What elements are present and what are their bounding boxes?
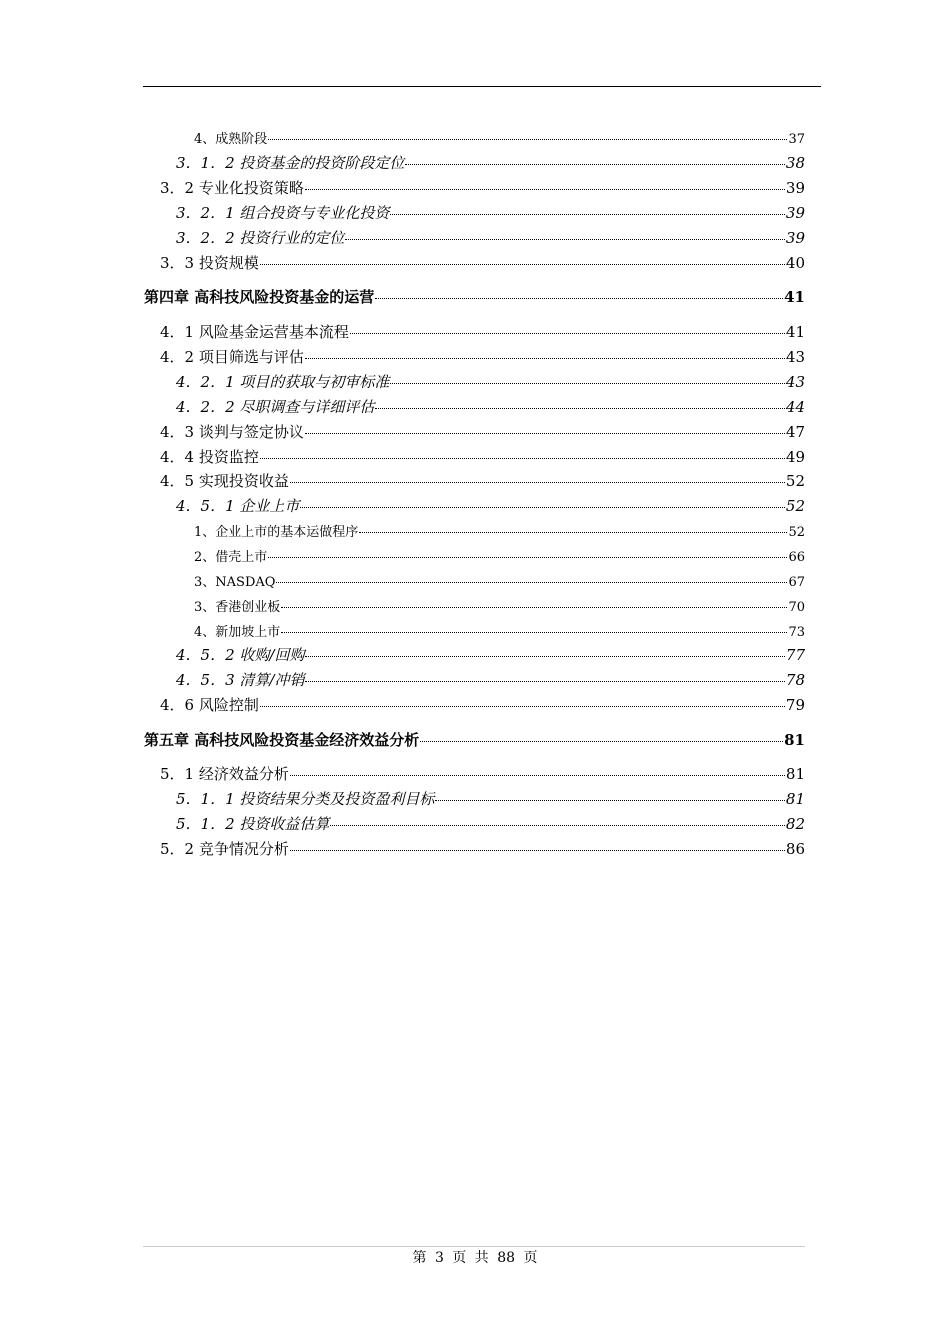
toc-entry-page: 77 — [785, 646, 805, 664]
toc-entry[interactable] — [194, 571, 805, 590]
dot-leader — [281, 632, 787, 633]
toc-entry[interactable] — [176, 495, 805, 516]
toc-entry[interactable] — [160, 321, 805, 342]
toc-entry-title: 4、新加坡上市 — [194, 625, 281, 640]
toc-entry-title: 4、成熟阶段 — [194, 132, 268, 147]
toc-entry-page: 37 — [788, 132, 805, 147]
dot-leader — [305, 681, 784, 682]
toc-entry[interactable] — [176, 371, 805, 392]
toc-entry[interactable] — [160, 446, 805, 467]
dot-leader — [260, 706, 785, 707]
toc-entry-page: 67 — [788, 575, 805, 590]
toc-entry-title: 4．4 投资监控 — [160, 448, 259, 466]
toc-entry-page: 49 — [785, 448, 805, 466]
toc-entry-title: 4．2．1 项目的获取与初审标准 — [176, 373, 390, 391]
toc-entry-page: 79 — [785, 696, 805, 714]
toc-entry-title: 4．3 谈判与签定协议 — [160, 423, 304, 441]
dot-leader — [375, 408, 785, 409]
toc-entry[interactable] — [176, 788, 805, 809]
dot-leader — [375, 298, 783, 299]
dot-leader — [350, 333, 785, 334]
dot-leader — [390, 214, 785, 215]
toc-chapter-entry[interactable] — [144, 286, 805, 307]
toc-entry-title: 第四章 高科技风险投资基金的运营 — [144, 288, 375, 306]
toc-entry-page: 52 — [785, 497, 805, 515]
toc-entry[interactable] — [160, 421, 805, 442]
dot-leader — [305, 433, 785, 434]
toc-entry[interactable] — [160, 763, 805, 784]
toc-entry-title: 5．1．1 投资结果分类及投资盈利目标 — [176, 790, 435, 808]
toc-entry[interactable] — [194, 621, 805, 640]
toc-entry-page: 43 — [785, 348, 805, 366]
toc-entry-title: 1、企业上市的基本运做程序 — [194, 525, 359, 540]
dot-leader — [305, 189, 785, 190]
toc-entry-title: 4．1 风险基金运营基本流程 — [160, 323, 349, 341]
toc-entry-page: 73 — [788, 625, 805, 640]
toc-entry-page: 40 — [785, 254, 805, 272]
dot-leader — [435, 800, 785, 801]
toc-entry[interactable] — [194, 546, 805, 565]
toc-entry[interactable] — [160, 470, 805, 491]
toc-entry[interactable] — [194, 128, 805, 147]
toc-entry[interactable] — [176, 227, 805, 248]
toc-entry-page: 81 — [785, 790, 805, 808]
toc-entry-title: 4．5 实现投资收益 — [160, 472, 289, 490]
toc-entry-page: 38 — [785, 154, 805, 172]
dot-leader — [276, 582, 787, 583]
dot-leader — [305, 358, 785, 359]
toc-entry-title: 3．2．1 组合投资与专业化投资 — [176, 204, 390, 222]
toc-entry-page: 70 — [788, 600, 805, 615]
toc-entry-title: 3．2．2 投资行业的定位 — [176, 229, 345, 247]
dot-leader — [390, 383, 785, 384]
toc-entry-title: 5．1．2 投资收益估算 — [176, 815, 330, 833]
toc-entry-page: 52 — [785, 472, 805, 490]
toc-entry-page: 39 — [785, 229, 805, 247]
toc-entry-page: 39 — [785, 204, 805, 222]
toc-entry-page: 82 — [785, 815, 805, 833]
dot-leader — [305, 656, 784, 657]
toc-entry-page: 66 — [788, 550, 805, 565]
toc-entry-title: 5．1 经济效益分析 — [160, 765, 289, 783]
toc-entry-title: 4．2．2 尽职调查与详细评估 — [176, 398, 375, 416]
dot-leader — [345, 239, 785, 240]
dot-leader — [260, 458, 785, 459]
dot-leader — [300, 507, 785, 508]
toc-entry-page: 81 — [784, 731, 805, 749]
toc-entry-title: 4．5．2 收购/回购 — [176, 646, 305, 664]
dot-leader — [330, 825, 785, 826]
toc-entry-title: 4．5．3 清算/冲销 — [176, 671, 305, 689]
toc-entry-title: 4．2 项目筛选与评估 — [160, 348, 304, 366]
toc-entry[interactable] — [176, 202, 805, 223]
toc-entry-title: 3、香港创业板 — [194, 600, 281, 615]
toc-entry[interactable] — [176, 813, 805, 834]
toc-entry-page: 41 — [785, 323, 805, 341]
toc-entry-page: 41 — [784, 288, 805, 306]
toc-entry[interactable] — [160, 177, 805, 198]
toc-chapter-entry[interactable] — [144, 729, 805, 750]
toc-entry-title: 5．2 竞争情况分析 — [160, 840, 289, 858]
dot-leader — [359, 532, 787, 533]
dot-leader — [420, 741, 783, 742]
toc-entry[interactable] — [160, 694, 805, 715]
dot-leader — [405, 164, 785, 165]
toc-entry-title: 2、借壳上市 — [194, 550, 268, 565]
toc-entry-title: 3．2 专业化投资策略 — [160, 179, 304, 197]
toc-entry[interactable] — [194, 596, 805, 615]
toc-entry-title: 3．1．2 投资基金的投资阶段定位 — [176, 154, 405, 172]
toc-entry-title: 第五章 高科技风险投资基金经济效益分析 — [144, 731, 420, 749]
toc-entry-title: 4．5．1 企业上市 — [176, 497, 300, 515]
toc-entry[interactable] — [176, 152, 805, 173]
toc-entry[interactable] — [160, 252, 805, 273]
dot-leader — [268, 139, 787, 140]
dot-leader — [260, 264, 785, 265]
toc-entry-page: 52 — [788, 525, 805, 540]
toc-entry-page: 39 — [785, 179, 805, 197]
dot-leader — [290, 775, 785, 776]
toc-entry[interactable] — [160, 838, 805, 859]
toc-entry-page: 43 — [785, 373, 805, 391]
dot-leader — [281, 607, 787, 608]
page-footer: 第 3 页 共 88 页 — [412, 1250, 538, 1266]
toc-entry-title: 3．3 投资规模 — [160, 254, 259, 272]
toc-entry-page: 78 — [785, 671, 805, 689]
toc-entry[interactable] — [176, 644, 805, 665]
toc-entry-page: 81 — [785, 765, 805, 783]
toc-entry-title: 3、NASDAQ — [194, 575, 276, 590]
toc-entry[interactable] — [176, 396, 805, 417]
toc-entry[interactable] — [160, 346, 805, 367]
dot-leader — [290, 850, 785, 851]
dot-leader — [268, 557, 787, 558]
toc-entry[interactable] — [176, 669, 805, 690]
toc-entry-page: 47 — [785, 423, 805, 441]
toc-entry-page: 86 — [785, 840, 805, 858]
toc-entry[interactable] — [194, 521, 805, 540]
toc-entry-page: 44 — [785, 398, 805, 416]
toc-entry-title: 4．6 风险控制 — [160, 696, 259, 714]
dot-leader — [290, 482, 785, 483]
